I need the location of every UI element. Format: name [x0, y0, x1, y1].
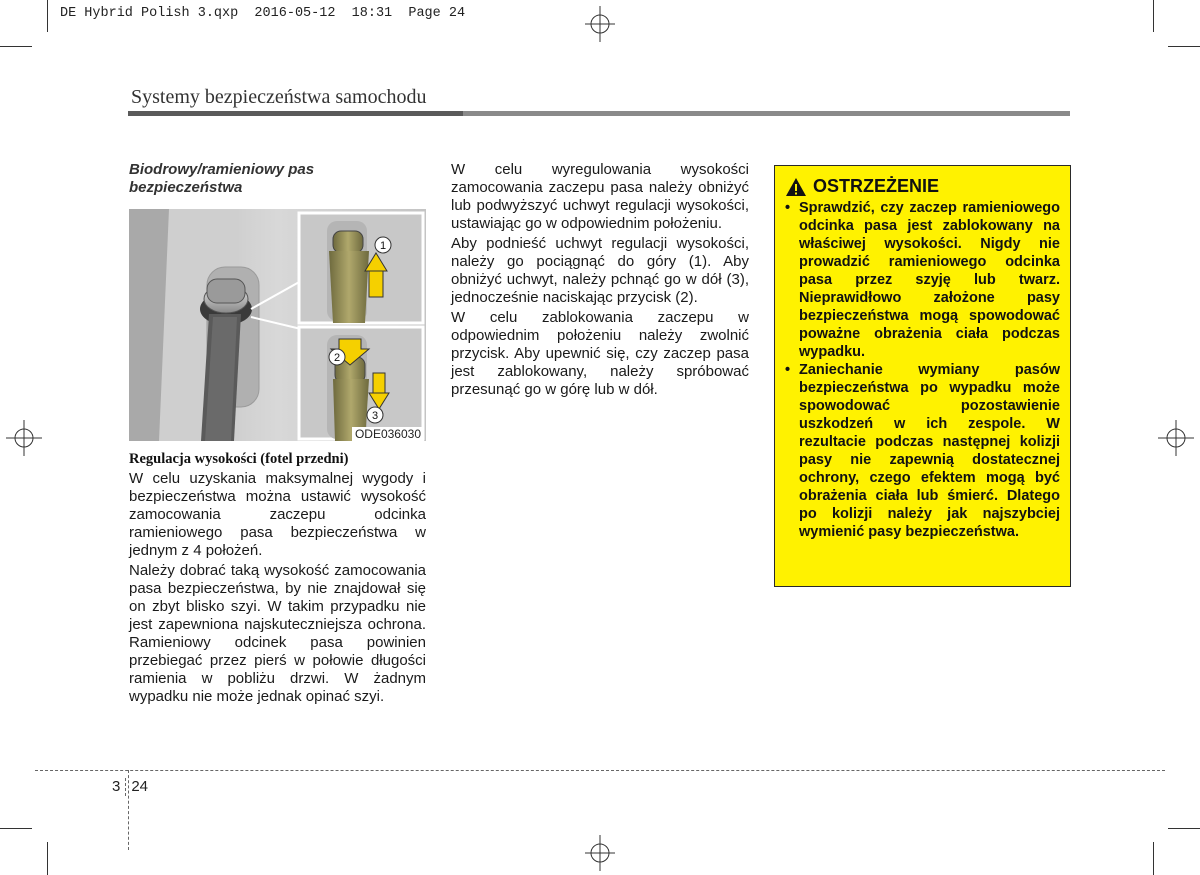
- registration-mark-icon: [585, 6, 615, 42]
- subheading: Biodrowy/ramieniowy pas bezpieczeństwa: [129, 161, 315, 196]
- paragraph: Należy dobrać taką wysokość zamocowania pasa bezpieczeństwa, by nie znajdował się on zbyt blisko szyi. W takim przypadku nie jest zapewniona najskuteczniejsza ochrona. Ramieniowy odcinek pasa powinien przebiegać przez pierś w połowie długości ramienia w pobliżu drzwi. W żadnym wypadku nie może jednak opinać szyi.: [129, 562, 426, 705]
- crop-mark: [1168, 828, 1200, 829]
- page-number-value: 24: [131, 778, 149, 795]
- figure-code: ODE036030: [352, 427, 424, 441]
- footer-rule: [35, 770, 1165, 771]
- warning-list: [785, 199, 1060, 541]
- crop-mark: [0, 828, 32, 829]
- registration-mark-icon: [1158, 420, 1194, 456]
- callout-1: 1: [379, 240, 387, 252]
- crop-mark: [1153, 0, 1154, 32]
- crop-mark: [0, 46, 32, 47]
- section-title: Systemy bezpieczeństwa samochodu: [131, 86, 427, 108]
- left-column: [129, 161, 426, 708]
- warning-box: [774, 165, 1071, 587]
- callout-2: 2: [333, 352, 341, 364]
- chapter-number: 3: [112, 778, 121, 795]
- warning-title: OSTRZEŻENIE: [813, 176, 940, 196]
- warning-item: • Zaniechanie wymiany pasów bezpieczeństwa po wypadku może spowodować pozostawienie uszkodzeń w ich zespole. W rezultacie podczas następnej kolizji pasy nie zapewnią dostatecznej ochrony, czego efektem mogą być obrażenia ciała lub śmierć. Dlatego po kolizji należy jak najszybciej wymienić pasy bezpieczeństwa.: [785, 361, 1060, 541]
- registration-mark-icon: [585, 835, 615, 871]
- print-slug: DE Hybrid Polish 3.qxp 2016-05-12 18:31 Page 24: [60, 6, 466, 21]
- paragraph: W celu zablokowania zaczepu w odpowiednim położeniu należy zwolnić przycisk. Aby upewnić się, czy zaczep pasa jest zablokowany, należy spróbować przesunąć go w górę lub w dół.: [451, 309, 749, 398]
- warning-triangle-icon: [785, 177, 807, 197]
- paragraph: W celu wyregulowania wysokości zamocowania zaczepu pasa należy obniżyć lub podwyższyć uchwyt regulacji wysokości, ustawiając go w odpowiednim położeniu.: [451, 161, 749, 232]
- paragraph: W celu uzyskania maksymalnej wygody i bezpieczeństwa można ustawić wysokość zamocowania zaczepu odcinka ramieniowego pasa bezpieczeństwa w jednym z 4 położeń.: [129, 470, 426, 559]
- crop-mark: [47, 842, 48, 875]
- crop-mark: [47, 0, 48, 32]
- page-number: [112, 778, 148, 796]
- crop-mark: [1153, 842, 1154, 875]
- paragraph: Aby podnieść uchwyt regulacji wysokości, należy go pociągnąć do góry (1). Aby obniżyć uchwyt, należy pchnąć go w dół (3), jednocześnie naciskając przycisk (2).: [451, 235, 749, 306]
- seatbelt-illustration: [129, 209, 426, 441]
- warning-item: • Sprawdzić, czy zaczep ramieniowego odcinka pasa jest zablokowany na właściwej wysokości. Nigdy nie prowadzić ramieniowego odcinka pasa przez szyję lub twarz. Nieprawidłowo założone pasy bezpieczeństwa mogą spowodować poważne obrażenia ciała podczas wypadku.: [785, 199, 1060, 361]
- crop-mark: [1168, 46, 1200, 47]
- warning-header: [785, 176, 1060, 197]
- figure-caption: Regulacja wysokości (fotel przedni): [129, 451, 349, 467]
- seatbelt-figure: [129, 209, 426, 441]
- callout-3: 3: [371, 410, 379, 422]
- page-number-separator: [125, 778, 126, 796]
- middle-column: [451, 161, 749, 401]
- title-rule-accent: [128, 111, 463, 116]
- registration-mark-icon: [6, 420, 42, 456]
